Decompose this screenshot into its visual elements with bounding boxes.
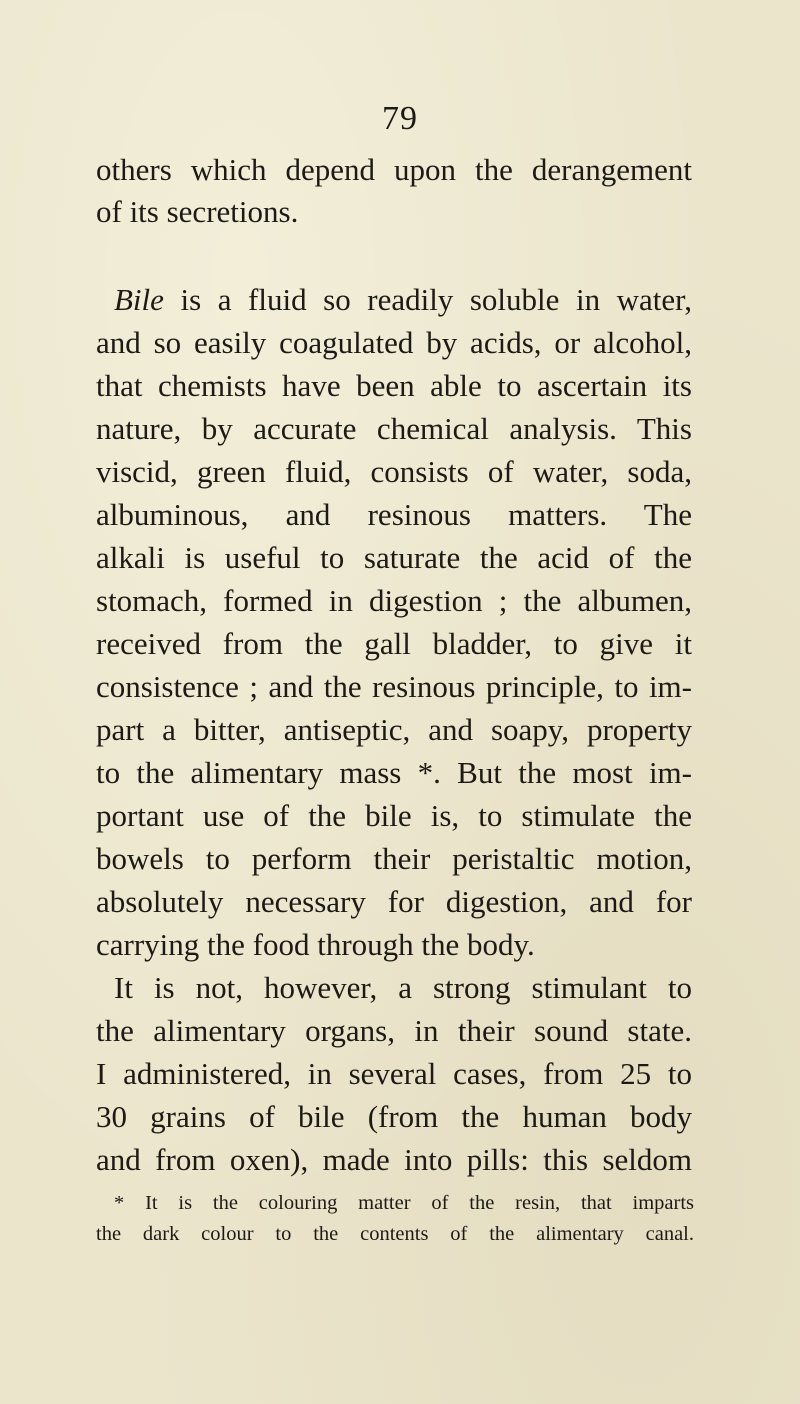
- body-line: It is not, however, a strong stimulant to: [114, 970, 692, 1005]
- footnote-line: the dark colour to the contents of the alimentary canal.: [96, 1223, 694, 1245]
- page-number: 79: [382, 100, 418, 137]
- body-line: others which depend upon the derangement: [96, 152, 692, 187]
- body-line: [114, 284, 692, 315]
- body-line: portant use of the bile is, to stimulate the: [96, 798, 692, 833]
- body-line: the alimentary organs, in their sound state.: [96, 1013, 692, 1048]
- body-line-text: is a fluid so readily soluble in water,: [163, 282, 692, 317]
- body-line: I administered, in several cases, from 25 to: [96, 1056, 692, 1091]
- body-line: absolutely necessary for digestion, and for: [96, 884, 692, 919]
- body-line: carrying the food through the body.: [96, 927, 535, 962]
- body-line: that chemists have been able to ascertain its: [96, 368, 692, 403]
- body-line: stomach, formed in digestion ; the albumen,: [96, 583, 692, 618]
- body-line: bowels to perform their peristaltic motion,: [96, 841, 692, 876]
- body-line: nature, by accurate chemical analysis. This: [96, 411, 692, 446]
- footnote-line: * It is the colouring matter of the resin, that imparts: [114, 1192, 694, 1214]
- body-line: of its secretions.: [96, 194, 299, 229]
- body-line: consistence ; and the resinous principle, to im-: [96, 669, 692, 704]
- body-line: part a bitter, antiseptic, and soapy, property: [96, 712, 692, 747]
- body-line: alkali is useful to saturate the acid of the: [96, 540, 692, 575]
- body-line: viscid, green fluid, consists of water, soda,: [96, 454, 692, 489]
- body-line: to the alimentary mass *. But the most im-: [96, 755, 692, 790]
- emphasized-term: Bile: [114, 282, 164, 317]
- body-line: 30 grains of bile (from the human body: [96, 1099, 692, 1134]
- body-line: and so easily coagulated by acids, or alcohol,: [96, 325, 692, 360]
- body-line: and from oxen), made into pills: this seldom: [96, 1142, 692, 1177]
- body-line: albuminous, and resinous matters. The: [96, 497, 692, 532]
- body-line: received from the gall bladder, to give it: [96, 626, 692, 661]
